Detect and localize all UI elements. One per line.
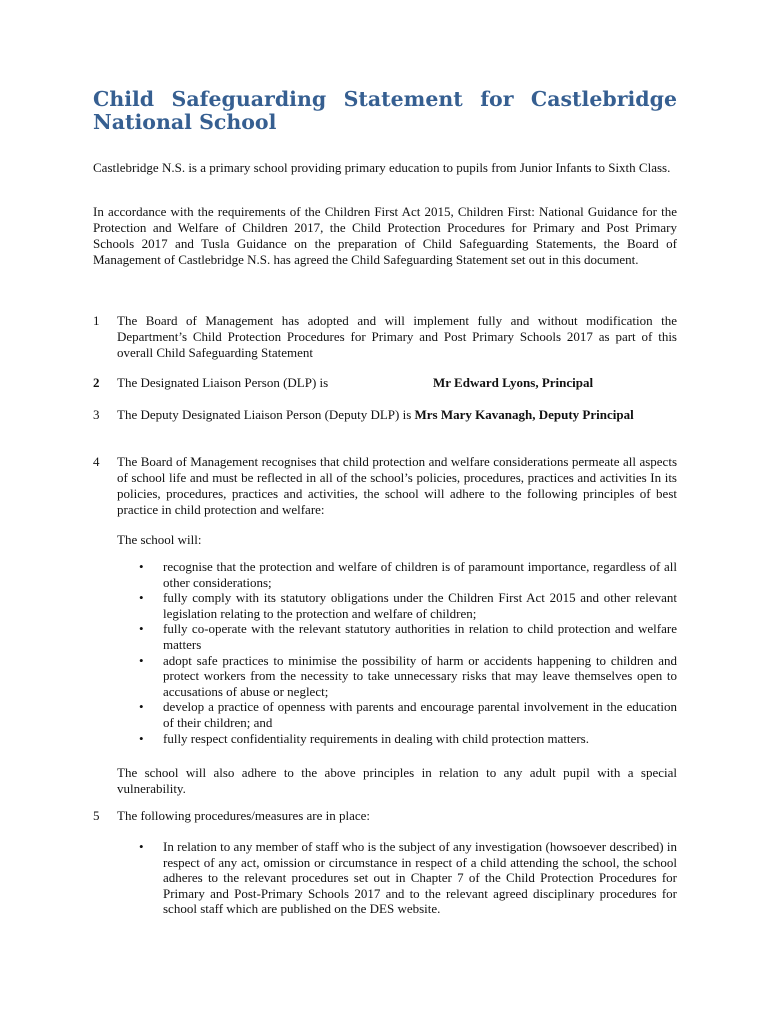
item-number: 3 — [93, 407, 100, 422]
bullet-icon: • — [139, 699, 144, 715]
list-item — [117, 699, 677, 730]
page-title: Child Safeguarding Statement for Castlebridge National School — [93, 87, 677, 134]
bullet-icon: • — [139, 652, 144, 668]
item-text — [117, 407, 677, 423]
bullet-icon: • — [139, 730, 144, 746]
bullet-icon: • — [139, 590, 144, 606]
list-item — [117, 839, 677, 917]
accordance-paragraph: In accordance with the requirements of the Children First Act 2015, Children First: National Guidance for the Protection and Welfare of Children 2017, the Child Protection Procedures for Primary and Post Primary Schools 2017 and Tusla Guidance on the preparation of Child Safeguarding Statements, the Board of Management of Castlebridge N.S. has agreed the Child Safeguarding Statement set out in this document. — [93, 204, 677, 267]
list-item-text: fully co-operate with the relevant statutory authorities in relation to child protection and welfare matters — [163, 621, 677, 652]
list-item — [117, 590, 677, 621]
list-item — [117, 731, 677, 747]
list-item — [117, 621, 677, 652]
item-number: 4 — [93, 454, 100, 469]
list-item — [117, 653, 677, 700]
item-number: 1 — [93, 313, 100, 328]
list-item-text: fully respect confidentiality requirements in dealing with child protection matters. — [163, 730, 589, 746]
measures-list — [117, 839, 677, 917]
deputy-dlp-label: The Deputy Designated Liaison Person (Deputy DLP) is — [117, 407, 412, 422]
item-text: The Board of Management recognises that child protection and welfare considerations permeate all aspects of school life and must be reflected in all of the school’s policies, procedures, practices and activities In its policies, procedures, practices and activities, the school will adhere to the following principles of best practice in child protection and welfare: — [117, 454, 677, 517]
dlp-name: Mr Edward Lyons, Principal — [433, 375, 594, 390]
school-will-heading: The school will: — [117, 532, 202, 547]
item-text: The Board of Management has adopted and will implement fully and without modification the Department’s Child Protection Procedures for Primary and Post Primary Schools 2017 as part of this overall Child Safeguarding Statement — [117, 313, 677, 360]
deputy-dlp-name: Mrs Mary Kavanagh, Deputy Principal — [414, 407, 634, 422]
list-item-text: recognise that the protection and welfare of children is of paramount importance, regardless of all other considerations; — [163, 559, 677, 590]
list-item-text: adopt safe practices to minimise the possibility of harm or accidents happening to children and protect workers from the necessity to take unnecessary risks that may leave themselves open to accusations of abuse or neglect; — [163, 652, 677, 699]
bullet-icon: • — [139, 839, 144, 854]
bullet-icon: • — [139, 559, 144, 574]
list-item-text: develop a practice of openness with parents and encourage parental involvement in the education of their children; and — [163, 699, 677, 730]
item-number: 2 — [93, 375, 100, 390]
dlp-label: The Designated Liaison Person (DLP) is — [117, 375, 329, 390]
item-number: 5 — [93, 808, 100, 823]
intro-paragraph: Castlebridge N.S. is a primary school providing primary education to pupils from Junior Infants to Sixth Class. — [93, 160, 671, 175]
principles-list — [117, 559, 677, 746]
list-item-text: In relation to any member of staff who is the subject of any investigation (howsoever described) in respect of any act, omission or circumstance in respect of a child attending the school, the school adheres to the relevant procedures set out in Chapter 7 of the Child Protection Procedures for Primary and Post-Primary Schools 2017 and to the relevant agreed disciplinary procedures for school staff which are published on the DES website. — [163, 839, 677, 917]
bullet-icon: • — [139, 621, 144, 637]
list-item — [117, 559, 677, 590]
adult-pupil-paragraph: The school will also adhere to the above principles in relation to any adult pupil with a special vulnerability. — [117, 765, 677, 796]
list-item-text: fully comply with its statutory obligations under the Children First Act 2015 and other relevant legislation relating to the protection and welfare of children; — [163, 590, 677, 621]
item-text: The following procedures/measures are in place: — [117, 808, 371, 823]
item-text — [117, 375, 677, 391]
